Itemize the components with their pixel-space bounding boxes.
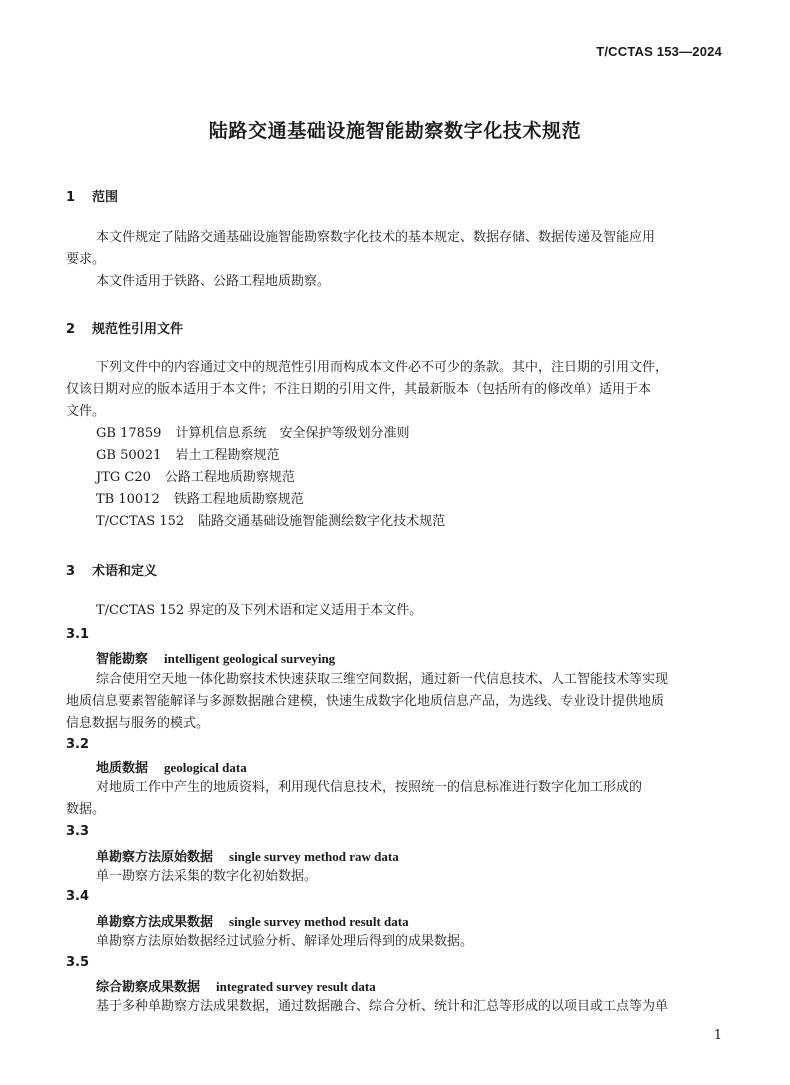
- term-english: single survey method result data: [229, 914, 409, 929]
- section-title: 范围: [92, 190, 119, 205]
- term-number: 3.5: [66, 955, 90, 970]
- term-english: intelligent geological surveying: [164, 651, 336, 666]
- section-number: 1: [66, 190, 76, 205]
- term-heading: [96, 757, 247, 776]
- reference-name: 公路工程地质勘察规范: [164, 470, 295, 485]
- reference-name: 计算机信息系统 安全保护等级划分准则: [175, 426, 410, 441]
- reference-name: 陆路交通基础设施智能测绘数字化技术规范: [198, 514, 446, 529]
- term-definition: [66, 777, 728, 821]
- section-3-heading: [66, 560, 157, 579]
- term-english: single survey method raw data: [229, 849, 399, 864]
- term-heading: [96, 846, 399, 865]
- term-number: 3.3: [66, 824, 90, 839]
- page-number: 1: [713, 1028, 722, 1043]
- text-line: 本文件适用于铁路、公路工程地质勘察。: [96, 274, 331, 289]
- reference-name: 铁路工程地质勘察规范: [173, 492, 304, 507]
- text-line: 文件。: [66, 404, 106, 419]
- document-code: T/CCTAS 153—2024: [596, 44, 722, 59]
- term-chinese: 单勘察方法原始数据: [96, 850, 214, 865]
- document-title: 陆路交通基础设施智能勘察数字化技术规范: [208, 120, 582, 142]
- term-number: 3.4: [66, 889, 90, 904]
- reference-code: JTG C20: [96, 470, 151, 485]
- term-heading: [96, 648, 335, 667]
- text-line: 下列文件中的内容通过文中的规范性引用而构成本文件必不可少的条款。其中，注日期的引用文件，: [96, 360, 669, 375]
- term-definition: [66, 669, 728, 735]
- text-line: 单一勘察方法采集的数字化初始数据。: [96, 869, 318, 884]
- section-title: 规范性引用文件: [92, 322, 184, 337]
- text-line: 信息数据与服务的模式。: [66, 716, 210, 731]
- reference-code: TB 10012: [96, 492, 160, 507]
- section-1-paragraph-1: [66, 227, 728, 271]
- term-number: 3.1: [66, 627, 90, 642]
- section-number: 3: [66, 564, 76, 579]
- section-2-heading: [66, 318, 183, 337]
- term-number: 3.2: [66, 737, 90, 752]
- term-chinese: 地质数据: [96, 761, 149, 776]
- section-number: 2: [66, 322, 76, 337]
- reference-code: GB 50021: [96, 448, 162, 463]
- term-definition: [66, 996, 728, 1018]
- reference-item: [96, 445, 445, 467]
- term-chinese: 单勘察方法成果数据: [96, 915, 214, 930]
- reference-code: T/CCTAS 152: [96, 514, 185, 529]
- text-line: 基于多种单勘察方法成果数据，通过数据融合、综合分析、统计和汇总等形成的以项目或工点等为单: [96, 999, 669, 1014]
- text-line: 数据。: [66, 802, 106, 817]
- reference-item: [96, 467, 445, 489]
- text-line: T/CCTAS 152 界定的及下列术语和定义适用于本文件。: [96, 603, 423, 618]
- term-heading: [96, 911, 409, 930]
- section-title: 术语和定义: [92, 564, 158, 579]
- term-chinese: 综合勘察成果数据: [96, 980, 201, 995]
- text-line: 地质信息要素智能解译与多源数据融合建模，快速生成数字化地质信息产品，为选线、专业设计提供地质: [66, 694, 665, 709]
- reference-code: GB 17859: [96, 426, 162, 441]
- section-1-paragraph-2: [66, 271, 728, 293]
- section-1-heading: [66, 186, 118, 205]
- reference-item: [96, 423, 445, 445]
- term-english: integrated survey result data: [216, 979, 376, 994]
- text-line: 仅该日期对应的版本适用于本文件；不注日期的引用文件，其最新版本（包括所有的修改单）适用于本: [66, 382, 652, 397]
- term-definition: [66, 931, 728, 953]
- text-line: 要求。: [66, 252, 106, 267]
- text-line: 对地质工作中产生的地质资料，利用现代信息技术，按照统一的信息标准进行数字化加工形成的: [96, 780, 643, 795]
- text-line: 单勘察方法原始数据经过试验分析、解译处理后得到的成果数据。: [96, 934, 474, 949]
- term-english: geological data: [164, 760, 247, 775]
- term-definition: [66, 866, 728, 888]
- section-3-intro: [66, 600, 728, 622]
- text-line: 综合使用空天地一体化勘察技术快速获取三维空间数据，通过新一代信息技术、人工智能技术等实现: [96, 672, 669, 687]
- reference-item: [96, 511, 445, 533]
- term-chinese: 智能勘察: [96, 652, 149, 667]
- reference-name: 岩土工程勘察规范: [175, 448, 280, 463]
- text-line: 本文件规定了陆路交通基础设施智能勘察数字化技术的基本规定、数据存储、数据传递及智能应用: [96, 230, 656, 245]
- normative-reference-list: [96, 423, 445, 533]
- section-2-paragraph-1: [66, 357, 728, 423]
- term-heading: [96, 976, 376, 995]
- reference-item: [96, 489, 445, 511]
